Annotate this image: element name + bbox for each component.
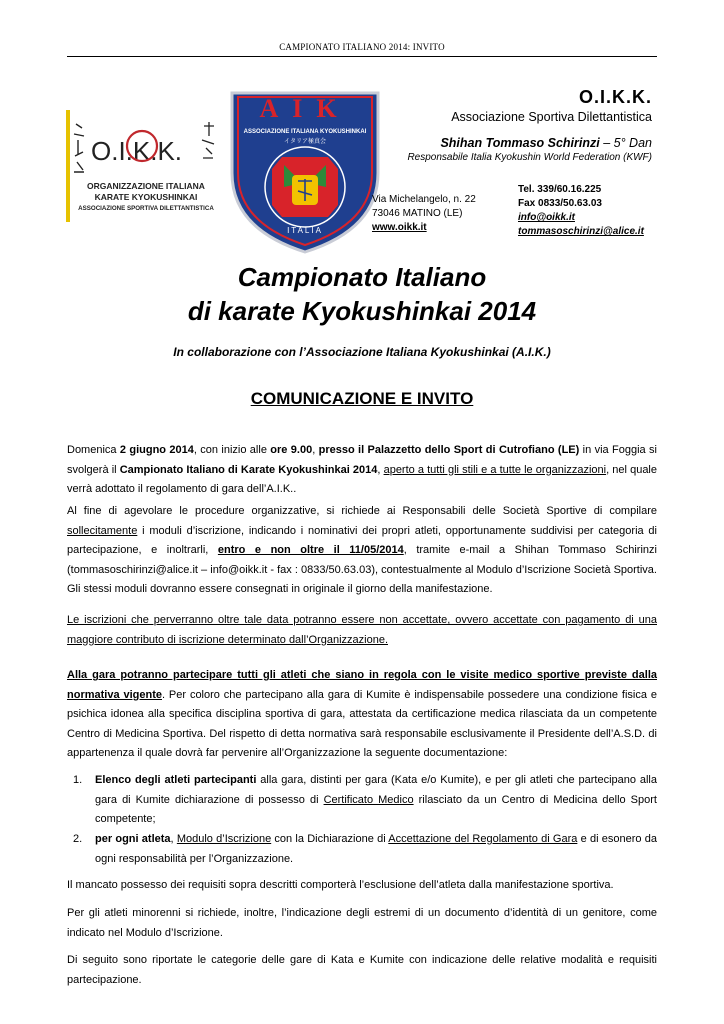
organization-name: O.I.K.K. (578, 87, 652, 107)
oikk-logo-line2: KARATE KYOKUSHINKAI (94, 192, 198, 202)
header-rule (67, 56, 657, 57)
section-heading: COMUNICAZIONE E INVITO (250, 389, 474, 408)
calligraphy-left (74, 124, 84, 172)
document-title-line2: di karate Kyokushinkai 2014 (187, 296, 537, 326)
aik-bottom-text: ITALIA (287, 226, 323, 235)
paragraph-event-details: Domenica 2 giugno 2014, con inizio alle ore 9.00, presso il Palazzetto dello Sport di Cutrofiano (LE) in via Foggia si svolgerà il Campionato Italiano di Karate Kyokushinkai 2014, aperto a tutti gli stili e a tutte le organizzazioni, nel quale verrà adottato il regolamento di gara dell’A.I.K.. (67, 444, 657, 495)
document-subtitle: In collaborazione con l’Associazione Italiana Kyokushinkai (A.I.K.) (173, 345, 551, 359)
document-title-line1: Campionato Italiano (237, 262, 487, 292)
calligraphy-right (202, 122, 214, 158)
address-line2: 73046 MATINO (LE) (372, 208, 463, 219)
oikk-logo (66, 110, 224, 222)
master-rank: – 5° Dan (599, 136, 652, 150)
paragraph-minors: Per gli atleti minorenni si richiede, inoltre, l’indicazione degli estremi di un documento d’identità di un genitore, come indicato nel Modulo d’Iscrizione. (67, 907, 657, 939)
organization-master (390, 136, 652, 150)
paragraph-exclusion: Il mancato possesso dei requisiti sopra descritti comporterà l’esclusione dell’atleta dalla manifestazione sportiva. (67, 879, 614, 891)
paragraph-medical-requirements: Alla gara potranno partecipare tutti gli atleti che siano in regola con le visite medico sportive previste dalla normativa vigente. Per coloro che partecipano alla gara di Kumite è indispensabile possedere una condizione fisica e psichica idonea alla specifica disciplina sportiva di gara, attestata da certificazione medica rilasciata da un competente Centro di Medicina Sportiva. Del rispetto di detta normativa sarà responsabile esclusivamente il Presidente dell’A.S.D. di appartenenza il quale dovrà far pervenire all’Organizzazione la seguente documentazione: (67, 669, 658, 759)
email-link-schirinzi[interactable]: tommasoschirinzi@alice.it (518, 226, 644, 237)
organization-type: Associazione Sportiva Dilettantistica (451, 110, 652, 124)
phone-number: Tel. 339/60.16.225 (518, 184, 602, 195)
fax-number: Fax 0833/50.63.03 (518, 198, 602, 209)
aik-letters: AIK (259, 94, 351, 123)
paragraph-late-registration: Le iscrizioni che perverranno oltre tale data potranno essere non accettate, ovvero accettate con pagamento di una maggiore contributo di iscrizione determinato dall’Organizzazione. (67, 614, 657, 646)
oikk-logo-line3: ASSOCIAZIONE SPORTIVA DILETTANTISTICA (78, 205, 214, 212)
running-header: CAMPIONATO ITALIANO 2014: INVITO (279, 42, 445, 52)
oikk-logo-line1: ORGANIZZAZIONE ITALIANA (87, 181, 205, 191)
master-name: Shihan Tommaso Schirinzi (440, 136, 600, 150)
paragraph-categories: Di seguito sono riportate le categorie delle gare di Kata e Kumite con indicazione delle relative modalità e requisiti partecipazione. (67, 954, 657, 986)
contact-phones (518, 183, 644, 239)
oikk-logo-text: O.I.K.K. (91, 136, 183, 166)
aik-japanese-text: イタリア極真会 (283, 138, 327, 145)
aik-shield-logo (226, 87, 384, 255)
organization-role: Responsabile Italia Kyokushin World Federation (KWF) (407, 152, 652, 163)
aik-ring-text: ASSOCIAZIONE ITALIANA KYOKUSHINKAI (243, 129, 367, 135)
paragraph-registration: Al fine di agevolare le procedure organizzative, si richiede ai Responsabili delle Società Sportive di compilare sollecitamente i moduli d’iscrizione, indicando i nominativi dei propri atleti, opportunamente suddivisi per categoria di partecipazione, e inoltrarli, entro e non oltre il 11/05/2014, tramite e-mail a Shihan Tommaso Schirinzi (tommasoschirinzi@alice.it – info@oikk.it - fax : 0833/50.63.03), contestualmente al Modulo d’Iscrizione Società Sportiva. Gli stessi moduli dovranno essere consegnati in originale il giorno della manifestazione. (67, 505, 657, 595)
address-line1: Via Michelangelo, n. 22 (372, 194, 476, 205)
email-link-info[interactable]: info@oikk.it (518, 212, 575, 223)
contact-address (372, 193, 476, 235)
website-link[interactable]: www.oikk.it (372, 222, 427, 233)
